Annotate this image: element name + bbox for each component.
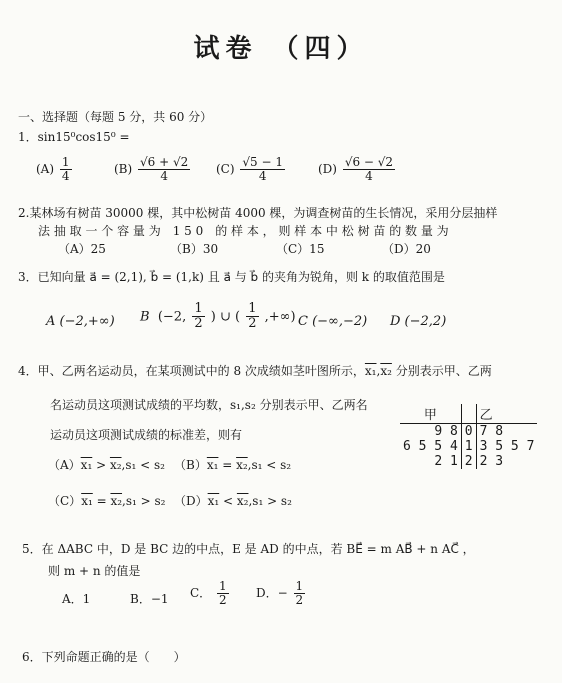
q2-line1: 2.某林场有树苗 30000 棵，其中松树苗 4000 棵，为调查树苗的生长情况，采用分层抽样 [18,206,498,220]
q4-line3: 运动员这项测试成绩的标准差，则有 [50,428,243,442]
q1-c-label: (C) [216,162,235,177]
q3-stem: 3．已知向量 a⃗ = (2,1), b⃗ = (1,k) 且 a⃗ 与 b⃗ 的夹角为锐角，则 k 的取值范围是 [18,270,445,284]
section-heading: 一、选择题（每题 5 分，共 60 分） [18,110,213,124]
q4-option-b[interactable]: （B）x₁ = x₂,s₁ < s₂ [174,458,292,472]
q3-option-b[interactable] [140,302,296,332]
stem-row2-right: 2 3 [479,454,504,469]
q4-option-a[interactable]: （A）x₁ > x₂,s₁ < s₂ [48,458,165,472]
q1-option-a[interactable] [36,156,74,183]
q5-line2: 则 m + n 的值是 [48,564,141,578]
stem-row1-stem: 1 [461,439,476,454]
q1-b-fraction: $\frac{√6 + √2}{4}$ [140,155,189,184]
q1-d-label: (D) [318,162,337,177]
q4-line1-text: 4．甲、乙两名运动员，在某项测试中的 8 次成绩如茎叶图所示， [18,364,365,378]
q5-option-c[interactable] [190,580,231,607]
stem-row2-left: 2 1 [434,454,458,469]
stem-head-mid [461,404,476,424]
q3-b-frac1: $\frac{1}{2}$ [194,301,203,332]
q2-option-b[interactable]: （B）30 [170,242,219,256]
q3-option-a[interactable]: A (−2,+∞) [46,314,115,329]
q5-d-label: D．− [256,586,288,601]
stem-head-right: 乙 [476,404,537,424]
q4-option-c[interactable]: （C）x₁ = x₂,s₁ > s₂ [48,494,166,508]
q3-b-label: B [140,309,150,325]
q3-option-d[interactable]: D (−2,2) [390,314,447,329]
q4-option-d[interactable]: （D）x₁ < x₂,s₁ > s₂ [174,494,292,508]
q5-c-fraction: $\frac{1}{2}$ [219,579,227,608]
q2-option-c[interactable]: （C）15 [276,242,325,256]
q4-x1: x₁ [364,364,377,378]
q1-option-b[interactable] [114,156,192,183]
stem-row1-right: 3 5 5 7 [479,439,535,454]
q1-c-fraction: $\frac{√5 - 1}{4}$ [242,155,283,184]
q4-line2: 名运动员这项测试成绩的平均数，s₁,s₂ 分别表示甲、乙两名 [50,398,368,412]
stem-row0-left: 9 8 [434,424,458,439]
stem-row2-stem: 2 [461,454,476,469]
page-title: 试卷 （四） [193,34,369,64]
q1-a-fraction: $\frac{1}{4}$ [61,155,70,184]
stem-row0-right: 7 8 [479,424,504,439]
stem-leaf-table [400,404,537,469]
q6-stem: 6．下列命题正确的是（ ） [22,650,186,664]
stem-row0-stem: 0 [461,424,476,440]
q5-line1: 5．在 ΔABC 中，D 是 BC 边的中点，E 是 AD 的中点，若 BE⃗ = m AB⃗ + n AC⃗ ， [22,542,475,556]
q2-option-a[interactable]: （A）25 [58,242,106,256]
q3-b-open: (−2, [157,309,187,325]
q2-option-d[interactable]: （D）20 [382,242,431,256]
q3-option-c[interactable]: C (−∞,−2) [298,314,368,329]
q4-x2: x₂ [380,364,392,378]
q5-option-a[interactable]: A．1 [62,592,91,606]
q1-option-c[interactable] [216,156,287,183]
q1-b-label: (B) [114,162,133,177]
q4-comma: , [376,364,381,378]
q3-b-close: ,+∞) [264,309,296,325]
q1-d-fraction: $\frac{√6 - √2}{4}$ [344,155,394,184]
q5-option-d[interactable] [256,580,307,607]
q3-b-frac2: $\frac{1}{2}$ [248,301,257,332]
q5-option-b[interactable]: B．−1 [130,592,169,606]
q1-a-label: (A) [36,162,55,177]
q4-line1-end: 分别表示甲、乙两 [395,364,492,378]
q1-stem: 1．sin15⁰cos15⁰ = [18,130,130,144]
q4-line1 [18,362,492,379]
q1-option-d[interactable] [318,156,397,183]
stem-row1-left: 6 5 5 4 [403,439,458,454]
q5-c-label: C． [190,586,212,601]
stem-leaf-plot [400,404,537,469]
q2-line2: 法 抽 取 一 个 容 量 为 1 5 0 的 样 本 ， 则 样 本 中 松 树 苗 的 数 量 为 [38,224,449,238]
q3-b-mid: ) ∪ ( [210,309,241,325]
q5-d-fraction: $\frac{1}{2}$ [295,579,304,608]
stem-head-left: 甲 [400,404,461,424]
